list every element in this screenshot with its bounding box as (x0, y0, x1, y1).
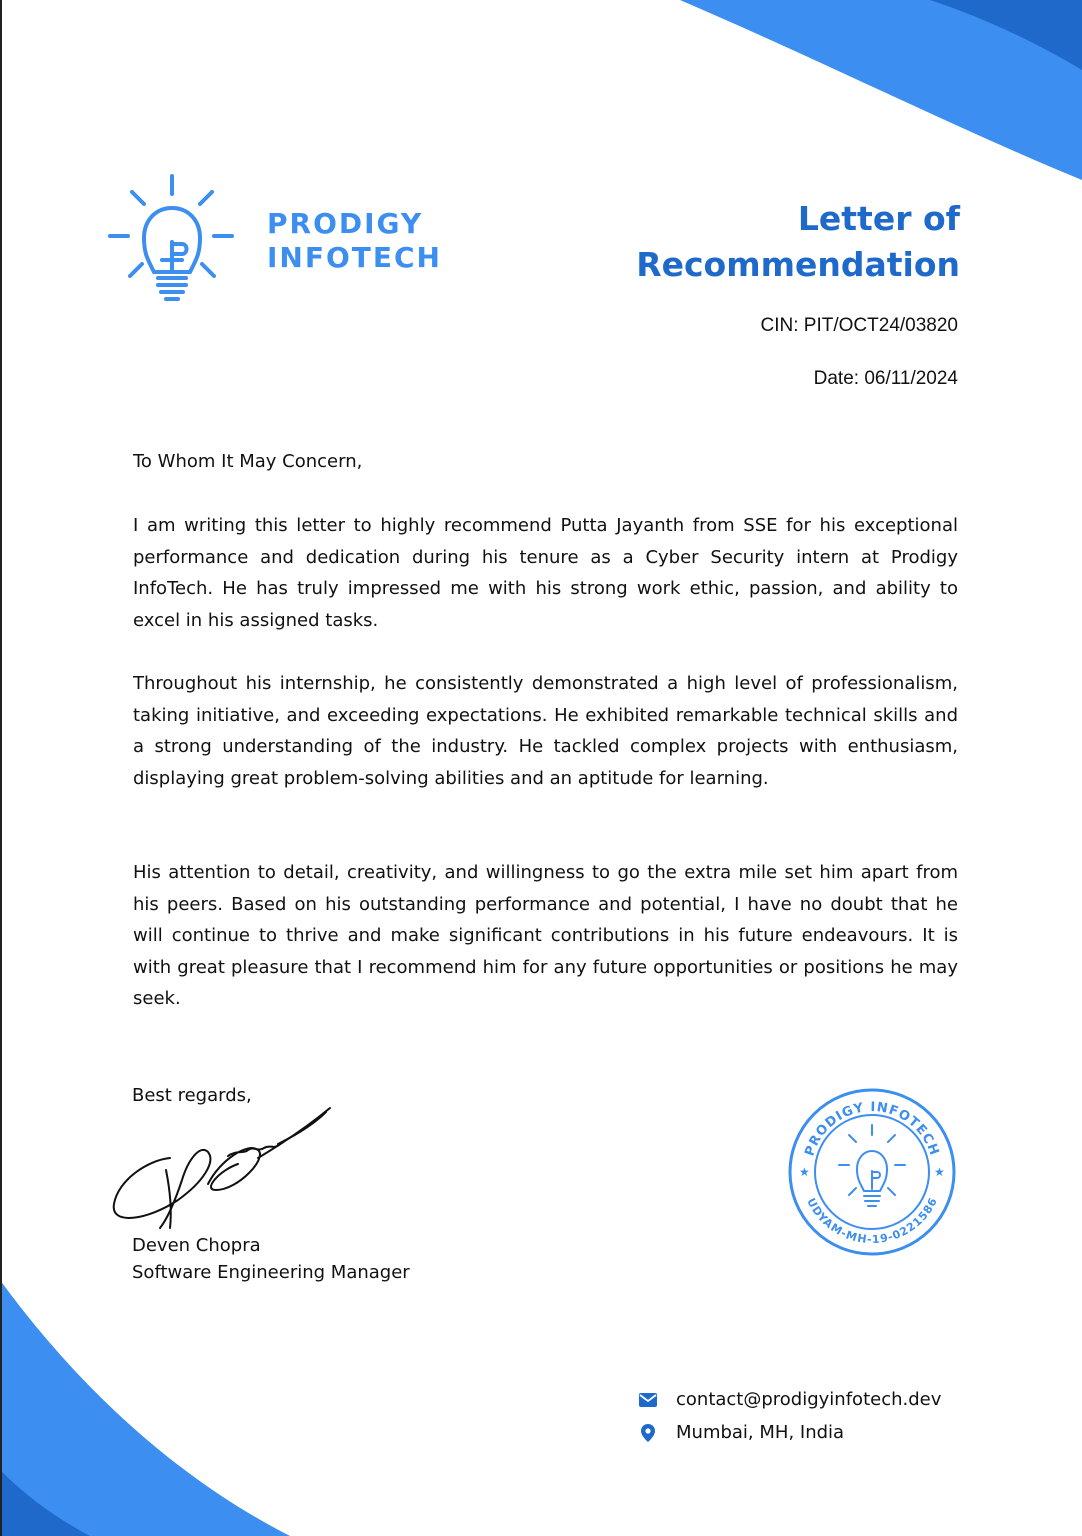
title-line-2: Recommendation (636, 245, 960, 284)
lightbulb-icon (839, 1125, 905, 1206)
paragraph-1: I am writing this letter to highly recommend Putta Jayanth from SSE for his exceptional performance and dedication during his tenure as a Cyber Security intern at Prodigy InfoTech. He has truly impressed me with his strong work ethic, passion, and ability to excel in his assigned tasks. (133, 515, 958, 631)
map-pin-icon (638, 1423, 658, 1443)
company-stamp (787, 1087, 957, 1257)
signer-title: Software Engineering Manager (132, 1262, 410, 1283)
contact-location-row (638, 1422, 844, 1443)
letter-title (636, 196, 960, 288)
title-line-1: Letter of (797, 199, 960, 238)
salutation: To Whom It May Concern, (133, 451, 363, 472)
envelope-icon (638, 1390, 658, 1410)
logo-line-1: PRODIGY (267, 207, 424, 240)
contact-location: Mumbai, MH, India (676, 1422, 845, 1443)
contact-email-row (638, 1389, 941, 1410)
contact-email[interactable]: contact@prodigyinfotech.dev (676, 1389, 942, 1410)
bottom-left-wave (0, 1280, 290, 1536)
letter-date: Date: 06/11/2024 (813, 368, 958, 389)
paragraph-3: His attention to detail, creativity, and willingness to go the extra mile set him apart from his peers. Based on his outstanding performance and potential, I have no doubt that he will continue to thrive and make significant contributions in his future endeavours. It is with great pleasure that I recommend him for any future opportunities or positions he may seek. (133, 862, 958, 1009)
cin-number: CIN: PIT/OCT24/03820 (760, 315, 958, 336)
handwritten-signature (108, 1100, 338, 1240)
star-icon: ★ (934, 1165, 945, 1179)
lightbulb-icon (106, 172, 236, 304)
stamp-bottom-text: UDYAM-MH-19-0221586 (804, 1196, 940, 1247)
company-logo-text (267, 207, 442, 275)
paragraph-2: Throughout his internship, he consistently demonstrated a high level of professionalism, taking initiative, and exceeding expectations. He exhibited remarkable technical skills and a strong understanding of the industry. He tackled complex projects with enthusiasm, displaying great problem-solving abilities and an aptitude for learning. (133, 673, 958, 789)
page-left-border (0, 0, 2, 1536)
logo-line-2: INFOTECH (267, 241, 442, 274)
signer-name: Deven Chopra (132, 1235, 261, 1256)
closing-regards: Best regards, (132, 1085, 252, 1106)
stamp-top-text: PRODIGY INFOTECH (802, 1099, 942, 1159)
star-icon: ★ (799, 1165, 810, 1179)
